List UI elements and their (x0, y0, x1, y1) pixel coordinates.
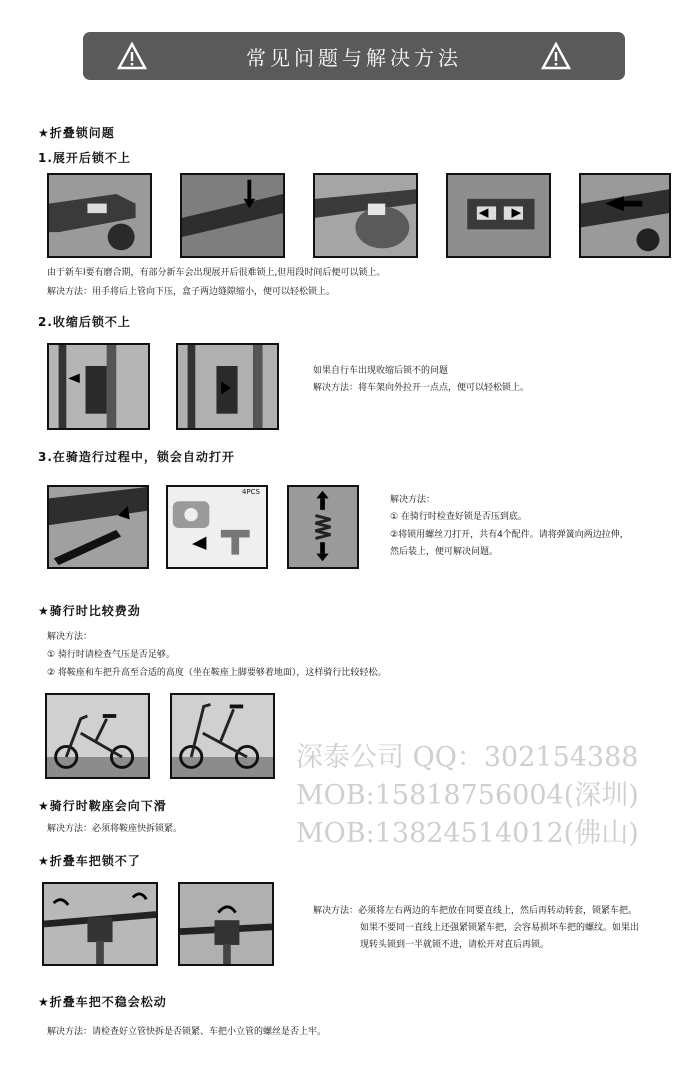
photo-folded-frame-1 (47, 343, 150, 430)
title-banner (83, 32, 625, 80)
photo-handlebar-2 (178, 882, 274, 966)
section-heading-handlebar-lock: ★折叠车把锁不了 (38, 854, 141, 868)
watermark-company-qq: 深泰公司 QQ：302154388 (296, 742, 639, 773)
photo-lock-parts (166, 485, 268, 569)
subheading-fold-lock: 2.收缩后锁不上 (38, 315, 131, 329)
text-auto-open-step-1: ① 在骑行时检查好锁是否压到底。 (390, 512, 527, 522)
photo-bike-2 (170, 693, 275, 779)
section-heading-hard-ride: ★骑行时比较费劲 (38, 604, 141, 618)
subheading-unfold-lock: 1.展开后锁不上 (38, 151, 131, 165)
photo-lock-arrow-left (579, 173, 671, 258)
photo-frame-joint-1 (47, 173, 152, 258)
section-heading-handlebar-loose: ★折叠车把不稳会松动 (38, 995, 167, 1009)
watermark-mobile-shenzhen: MOB:15818756004(深圳) (296, 780, 639, 811)
photo-frame-press-down (180, 173, 285, 258)
warning-icon (541, 41, 571, 71)
section-heading-fold-lock: ★折叠锁问题 (38, 126, 115, 140)
subheading-auto-open: 3.在骑造行过程中，锁会自动打开 (38, 450, 235, 464)
page-title: 常见问题与解决方法 (246, 45, 462, 70)
parts-count-label: 4PCS (241, 488, 260, 496)
text-auto-open-step-2-cont: 然后装上，便可解决问题。 (390, 547, 499, 557)
photo-hand-on-frame (313, 173, 418, 258)
warning-icon (117, 41, 147, 71)
text-seat-slide-solution: 解决方法：必须将鞍座快拆锁紧。 (47, 824, 183, 834)
text-auto-open-step-2: ②将锁用螺丝刀打开，共有4个配件。请将弹簧向两边拉伸， (390, 530, 629, 540)
text-unfold-cause: 由于新车l要有磨合期，有部分新车会出现展开后很难锁上,但用段时间后便可以锁上。 (47, 268, 386, 278)
text-hard-ride-step-1: ① 骑行时请检查气压是否足够。 (47, 650, 175, 660)
text-unfold-solution: 解决方法：用手将后上管向下压，盒子两边缝隙缩小，便可以轻松锁上。 (47, 287, 336, 297)
text-auto-open-solution-label: 解决方法： (390, 495, 436, 505)
watermark-mobile-foshan: MOB:13824514012(佛山) (296, 818, 639, 849)
photo-handlebar-1 (42, 882, 158, 966)
section-heading-seat-slide: ★骑行时鞍座会向下滑 (38, 799, 167, 813)
text-fold-solution: 解决方法：将车架向外拉开一点点，便可以轻松锁上。 (313, 383, 530, 393)
text-handlebar-loose-solution: 解决方法：请检查好立管快拆是否锁紧、车把小立管的螺丝是否上牢。 (47, 1027, 327, 1037)
photo-bike-1 (45, 693, 150, 779)
text-handlebar-solution: 解决方法：必须将左右两边的车把放在同要直线上，然后再转动转套，锁紧车把。 (313, 906, 638, 916)
photo-lock-arrows (446, 173, 551, 258)
text-hard-ride-step-2: ② 将鞍座和车把升高至合适的高度（坐在鞍座上脚要够着地面），这样骑行比较轻松。 (47, 668, 387, 678)
text-hard-ride-solution-label: 解决方法： (47, 632, 93, 642)
photo-folded-frame-2 (176, 343, 279, 430)
text-handlebar-warning-cont: 现转头锁到一半就锁不进，请松开对直后再锁。 (360, 940, 550, 950)
photo-screwdriver (47, 485, 149, 569)
text-handlebar-warning: 如果不要同一直线上还强紧锁紧车把，会容易损坏车把的螺纹。如果出 (360, 923, 640, 933)
text-fold-issue: 如果自行车出现收缩后锁不的问题 (313, 366, 449, 376)
photo-spring (287, 485, 359, 569)
